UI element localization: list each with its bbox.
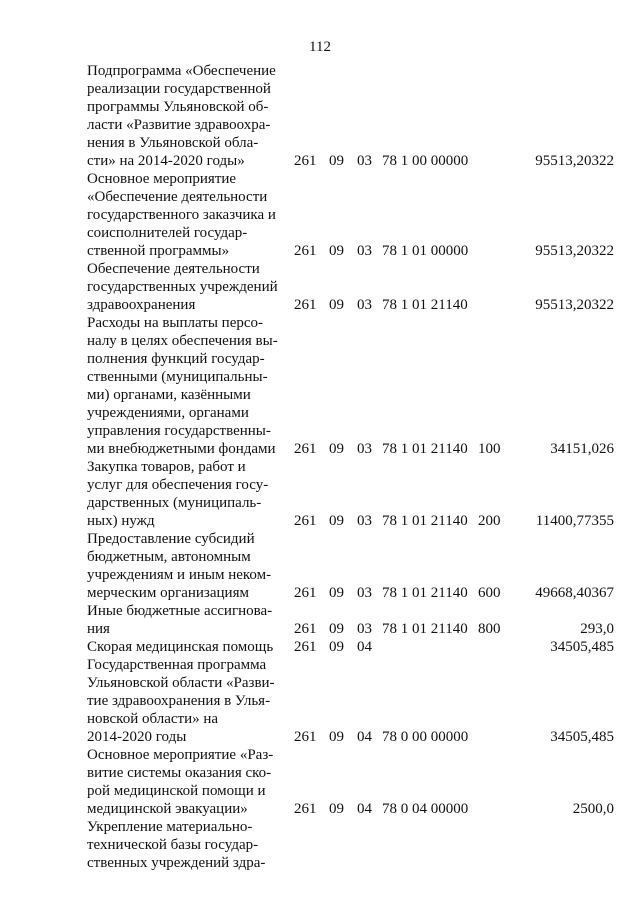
row-name: Иные бюджетные ассигнова- ния (87, 603, 273, 637)
target-article-code: 78 1 01 21140 (382, 297, 468, 313)
expense-type-code: 600 (478, 585, 501, 601)
target-article-code: 78 1 01 21140 (382, 585, 468, 601)
table-row (0, 656, 640, 746)
amount: 95513,20322 (535, 243, 614, 259)
row-name: Предоставление субсидий бюджетным, автономным учреждениям и иным неком- мерческим организациям (87, 531, 272, 601)
section-code: 09 (329, 585, 344, 601)
amount: 11400,77355 (535, 513, 614, 529)
target-article-code: 78 1 01 21140 (382, 441, 468, 457)
target-article-code: 78 1 00 00000 (382, 153, 469, 169)
subsection-code: 03 (357, 513, 372, 529)
ved-code: 261 (294, 639, 317, 655)
page-number: 112 (309, 39, 331, 55)
section-code: 09 (329, 243, 344, 259)
section-code: 09 (329, 639, 344, 655)
row-name: Скорая медицинская помощь (87, 639, 274, 655)
subsection-code: 03 (357, 585, 372, 601)
ved-code: 261 (294, 243, 317, 259)
table-row (0, 314, 640, 458)
expense-type-code: 800 (478, 621, 501, 637)
expense-type-code: 100 (478, 441, 501, 457)
subsection-code: 03 (357, 621, 372, 637)
table-row (0, 530, 640, 602)
table-row (0, 746, 640, 818)
amount: 95513,20322 (535, 297, 614, 313)
amount: 34151,026 (550, 441, 614, 457)
row-name: Обеспечение деятельности государственных учреждений здравоохранения (87, 261, 278, 313)
table-row (0, 62, 640, 170)
section-code: 09 (329, 297, 344, 313)
row-name: Закупка товаров, работ и услуг для обеспечения госу- дарственных (муниципаль- ных) нужд (87, 459, 269, 529)
amount: 34505,485 (550, 729, 614, 745)
ved-code: 261 (294, 729, 317, 745)
subsection-code: 03 (357, 441, 372, 457)
target-article-code: 78 1 01 00000 (382, 243, 469, 259)
ved-code: 261 (294, 513, 317, 529)
subsection-code: 03 (357, 297, 372, 313)
table-row (0, 260, 640, 314)
table-row (0, 602, 640, 638)
section-code: 09 (329, 729, 344, 745)
ved-code: 261 (294, 585, 317, 601)
row-name: Государственная программа Ульяновской области «Разви- тие здравоохранения в Улья- новской области» на 2014-2020 годы (87, 657, 275, 745)
ved-code: 261 (294, 621, 317, 637)
amount: 34505,485 (550, 639, 614, 655)
amount: 2500,0 (572, 801, 614, 817)
table-row (0, 638, 640, 656)
section-code: 09 (329, 441, 344, 457)
target-article-code: 78 0 00 00000 (382, 729, 469, 745)
section-code: 09 (329, 153, 344, 169)
amount: 95513,20322 (535, 153, 614, 169)
ved-code: 261 (294, 297, 317, 313)
ved-code: 261 (294, 153, 317, 169)
amount: 293,0 (580, 621, 614, 637)
section-code: 09 (329, 513, 344, 529)
subsection-code: 03 (357, 243, 372, 259)
row-name: Расходы на выплаты персо- налу в целях обеспечения вы- полнения функций государ- ственными (муниципальны- ми) органами, казёнными учреждениями, органами управления государственны- ми внебюджетными фондами (87, 315, 278, 457)
target-article-code: 78 1 01 21140 (382, 513, 468, 529)
row-name: Основное мероприятие «Обеспечение деятельности государственного заказчика и соисполнителей государ- ственной программы» (87, 171, 276, 259)
subsection-code: 04 (357, 801, 372, 817)
target-article-code: 78 0 04 00000 (382, 801, 469, 817)
ved-code: 261 (294, 441, 317, 457)
ved-code: 261 (294, 801, 317, 817)
table-row (0, 170, 640, 260)
subsection-code: 04 (357, 639, 372, 655)
budget-table (0, 62, 640, 872)
section-code: 09 (329, 621, 344, 637)
table-row (0, 458, 640, 530)
subsection-code: 03 (357, 153, 372, 169)
subsection-code: 04 (357, 729, 372, 745)
row-name: Подпрограмма «Обеспечение реализации государственной программы Ульяновской об- ласти «Развитие здравоохра- нения в Ульяновской обла- сти» на 2014-2020 годы» (87, 63, 276, 169)
row-name: Основное мероприятие «Раз- витие системы оказания ско- рой медицинской помощи и медицинской эвакуации» (87, 747, 274, 817)
expense-type-code: 200 (478, 513, 501, 529)
table-row (0, 818, 640, 872)
target-article-code: 78 1 01 21140 (382, 621, 468, 637)
section-code: 09 (329, 801, 344, 817)
amount: 49668,40367 (535, 585, 614, 601)
row-name: Укрепление материально- технической базы государ- ственных учреждений здра- (87, 819, 266, 871)
